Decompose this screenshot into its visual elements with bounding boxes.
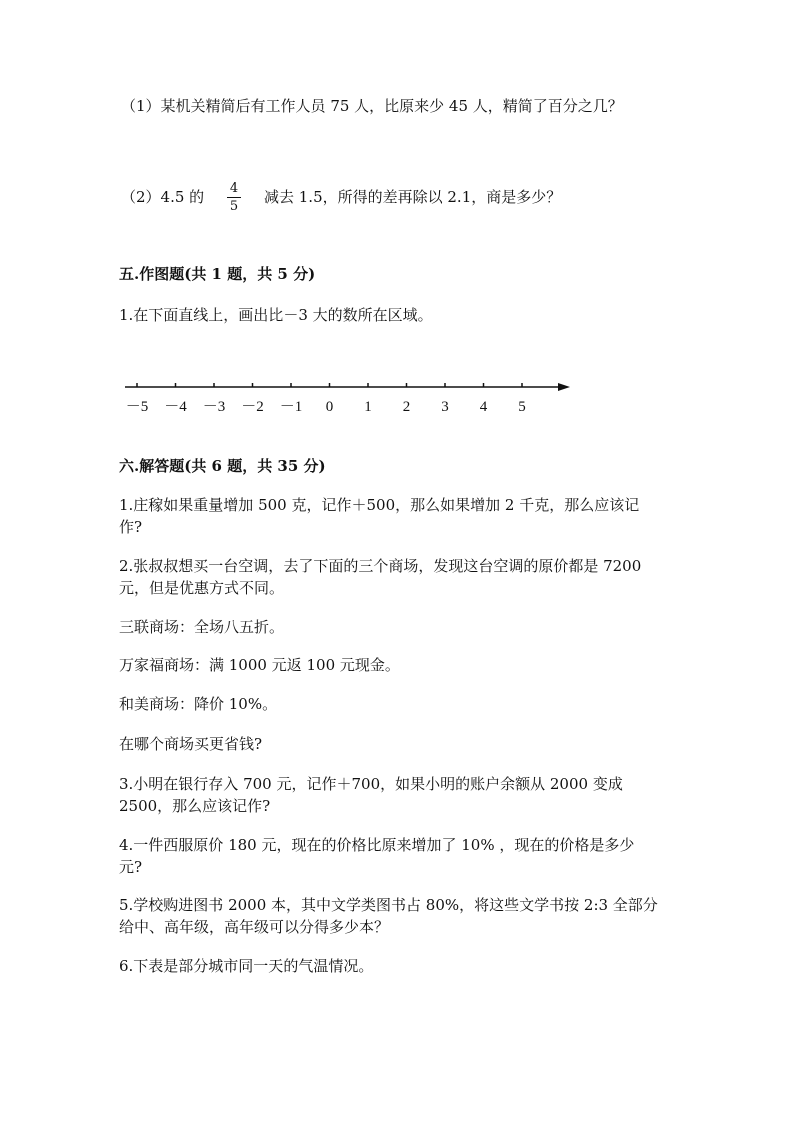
- question-4-2-after: 减去 1.5，所得的差再除以 2.1，商是多少？: [264, 188, 562, 206]
- question-6-4-line2: 元?: [119, 858, 143, 876]
- number-line-label: 0: [325, 399, 334, 415]
- number-line-arrow: [558, 383, 570, 391]
- number-line: [120, 372, 580, 422]
- fraction-numerator: 4: [229, 181, 239, 196]
- question-6-1-line2: 作?: [119, 518, 143, 536]
- number-line-label: －2: [241, 399, 264, 415]
- fraction-bar: [227, 197, 241, 198]
- number-line-label: 4: [479, 399, 488, 415]
- question-6-3-line1: 3.小明在银行存入 700 元，记作＋700，如果小明的账户余额从 2000 变成: [119, 775, 623, 793]
- question-6-6: 6.下表是部分城市同一天的气温情况。: [119, 957, 374, 975]
- question-6-4-line1: 4.一件西服原价 180 元，现在的价格比原来增加了 10% ，现在的价格是多少: [119, 836, 635, 854]
- fraction: [227, 181, 241, 214]
- question-5-1: 1.在下面直线上，画出比－3 大的数所在区域。: [119, 306, 433, 324]
- number-line-label: －1: [279, 399, 303, 415]
- question-6-1-line1: 1.庄稼如果重量增加 500 克，记作＋500，那么如果增加 2 千克，那么应该记: [119, 496, 640, 514]
- question-6-2-line2: 元，但是优惠方式不同。: [119, 579, 285, 597]
- section-heading-5: 五.作图题(共 1 题，共 5 分): [119, 265, 316, 283]
- store-2: 万家福商场：满 1000 元返 100 元现金。: [119, 656, 400, 674]
- section-heading-6: 六.解答题(共 6 题，共 35 分): [119, 457, 326, 475]
- question-6-3-line2: 2500，那么应该记作?: [119, 797, 271, 815]
- store-1: 三联商场：全场八五折。: [119, 618, 285, 636]
- question-6-5-line2: 给中、高年级，高年级可以分得多少本？: [119, 918, 390, 936]
- store-3: 和美商场：降价 10%。: [119, 695, 278, 713]
- number-line-label: 5: [518, 399, 526, 415]
- fraction-denominator: 5: [229, 199, 239, 214]
- question-4-2-before: （2）4.5 的: [121, 188, 205, 206]
- question-4-1: （1）某机关精简后有工作人员 75 人，比原来少 45 人，精简了百分之几？: [121, 97, 623, 115]
- number-line-label: －4: [164, 399, 187, 415]
- question-6-5-line1: 5.学校购进图书 2000 本，其中文学类图书占 80%，将这些文学书按 2:3 全部分: [119, 896, 658, 914]
- number-line-label: －5: [125, 399, 149, 415]
- number-line-label: －3: [202, 399, 226, 415]
- question-6-2-ask: 在哪个商场买更省钱?: [119, 735, 263, 753]
- number-line-label: 1: [364, 399, 372, 415]
- number-line-label: 3: [441, 399, 449, 415]
- number-line-label: 2: [402, 399, 411, 415]
- question-6-2-line1: 2.张叔叔想买一台空调，去了下面的三个商场，发现这台空调的原价都是 7200: [119, 557, 642, 575]
